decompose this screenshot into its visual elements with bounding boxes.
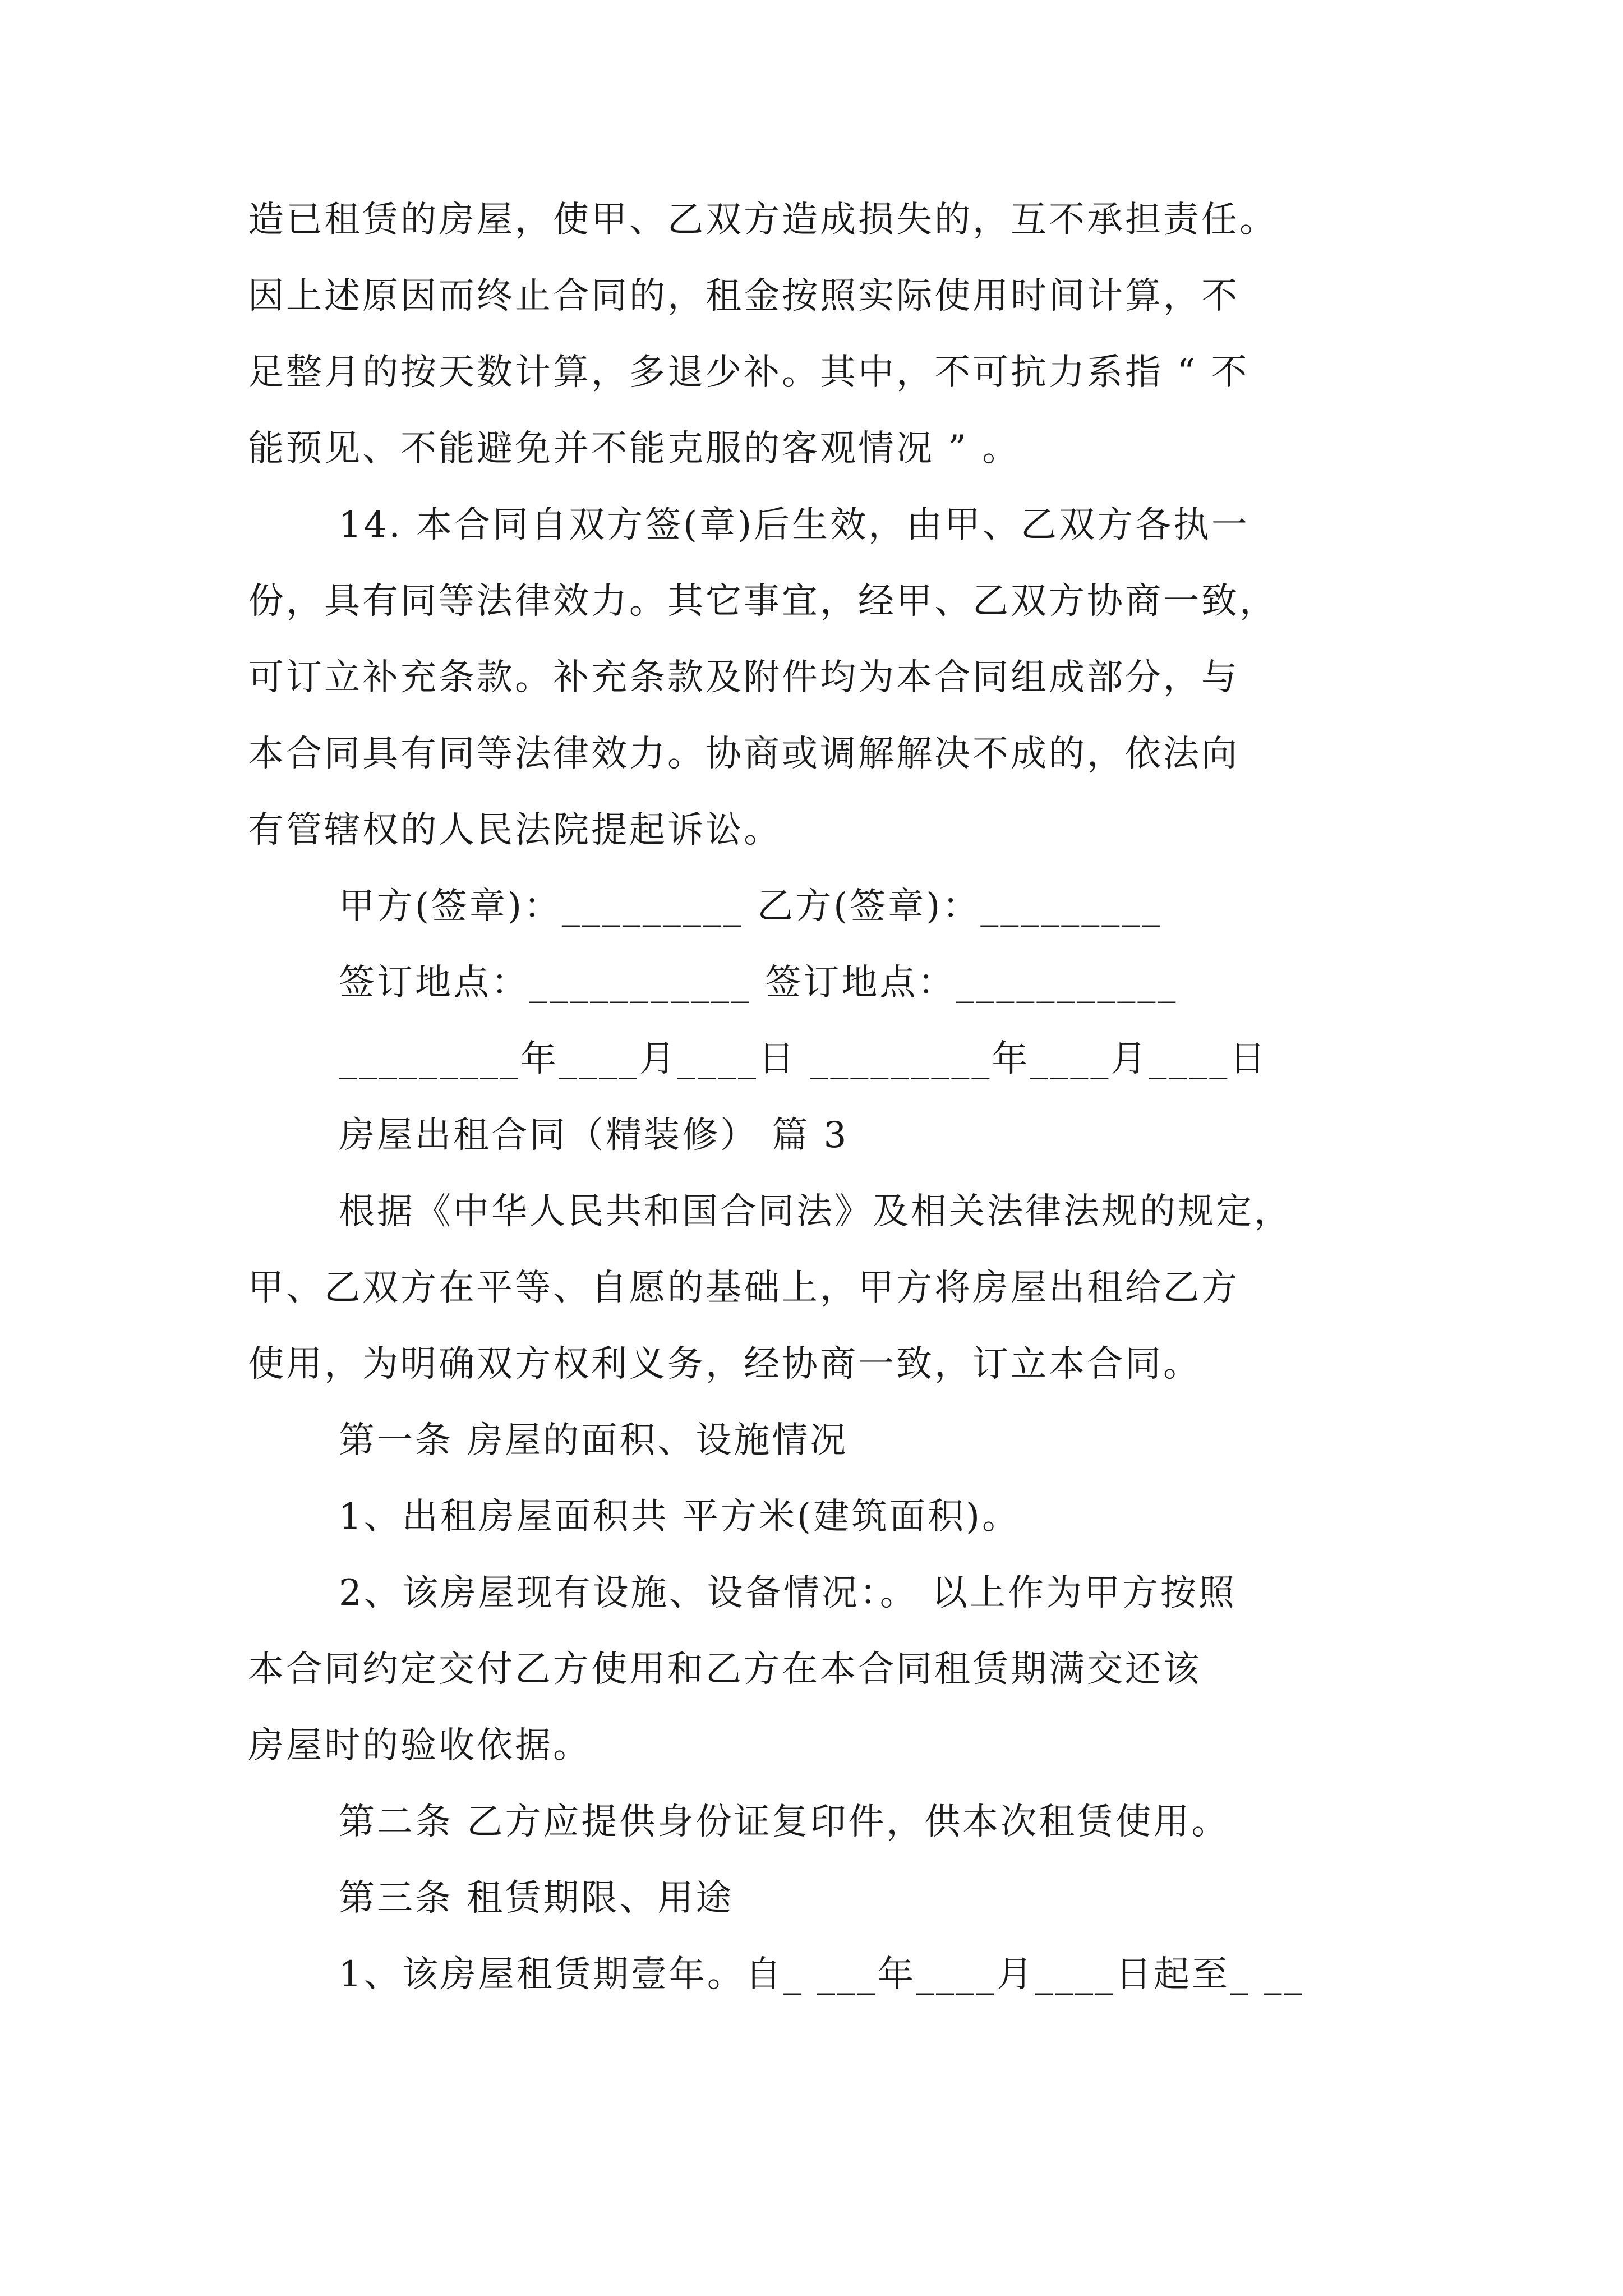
text-line: 本合同约定交付乙方使用和乙方在本合同租赁期满交还该 <box>248 1649 1201 1690</box>
section-heading: 房屋出租合同（精装修） 篇 3 <box>339 1115 849 1156</box>
text-line: 造已租赁的房屋，使甲、乙双方造成损失的，互不承担责任。 <box>248 199 1278 241</box>
text-line: 根据《中华人民共和国合同法》及相关法律法规的规定， <box>339 1191 1292 1232</box>
text-line: 甲、乙双方在平等、自愿的基础上，甲方将房屋出租给乙方 <box>248 1267 1239 1309</box>
text-line: 能预见、不能避免并不能克服的客观情况 ” 。 <box>248 428 1021 470</box>
text-line: 2、该房屋现有设施、设备情况：。 以上作为甲方按照 <box>339 1572 1237 1614</box>
text-line: 1、出租房屋面积共 平方米(建筑面积)。 <box>339 1496 1020 1538</box>
text-line: 使用，为明确双方权利义务，经协商一致，订立本合同。 <box>248 1343 1201 1385</box>
article-heading: 第一条 房屋的面积、设施情况 <box>339 1420 849 1461</box>
text-line: 因上述原因而终止合同的，租金按照实际使用时间计算，不 <box>248 275 1239 317</box>
text-line: 足整月的按天数计算，多退少补。其中，不可抗力系指 “ 不 <box>248 352 1249 393</box>
text-line: 1、该房屋租赁期壹年。自_ ___年____月____日起至_ __ <box>339 1954 1304 1995</box>
signing-place-line: 签订地点：___________ 签订地点：___________ <box>339 962 1178 1004</box>
article-heading: 第三条 租赁期限、用途 <box>339 1878 734 1919</box>
article-heading: 第二条 乙方应提供身份证复印件，供本次租赁使用。 <box>339 1801 1230 1843</box>
text-line: 本合同具有同等法律效力。协商或调解解决不成的，依法向 <box>248 733 1239 775</box>
text-line: 可订立补充条款。补充条款及附件均为本合同组成部分，与 <box>248 657 1239 698</box>
text-line: 房屋时的验收依据。 <box>248 1725 591 1766</box>
text-line: 份，具有同等法律效力。其它事宜，经甲、乙双方协商一致， <box>248 581 1278 622</box>
date-line: _________年____月____日 _________年____月____日 <box>339 1038 1268 1080</box>
text-line: 14. 本合同自双方签(章)后生效，由甲、乙双方各执一 <box>339 504 1250 546</box>
text-line: 有管辖权的人民法院提起诉讼。 <box>248 809 782 851</box>
signature-line: 甲方(签章)：_________ 乙方(签章)：_________ <box>339 886 1163 927</box>
